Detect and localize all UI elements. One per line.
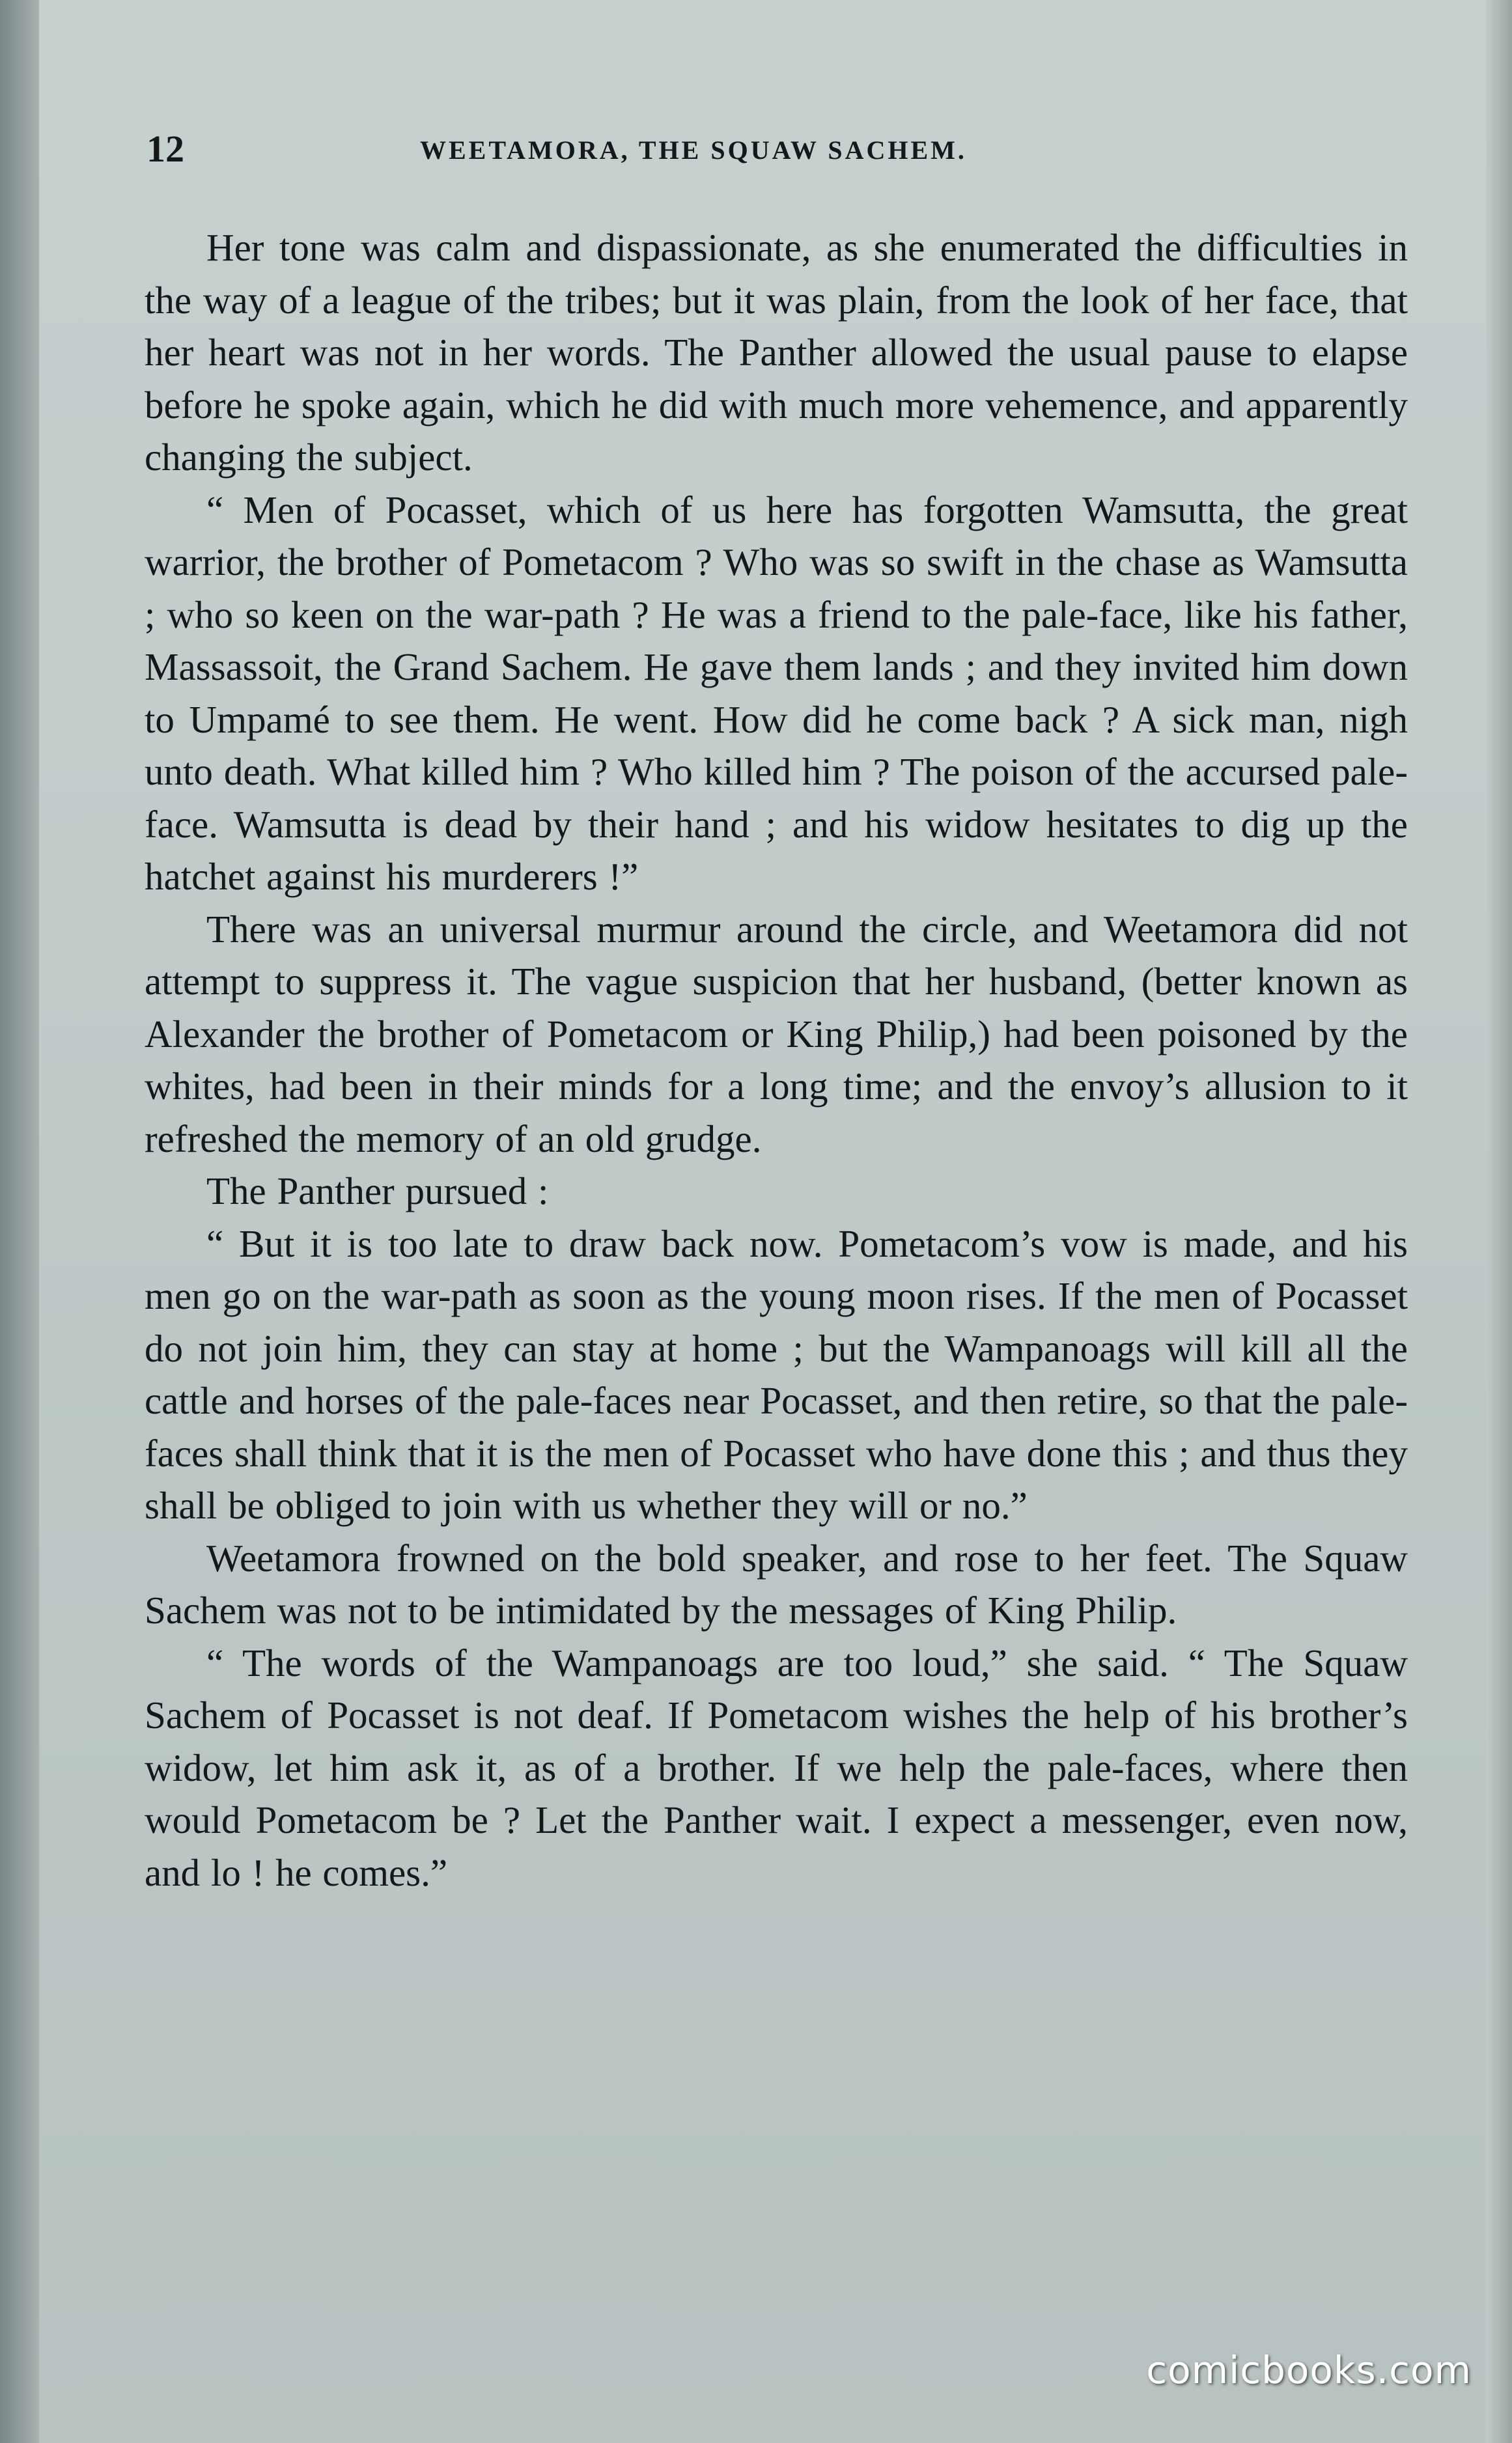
body-text bbox=[145, 221, 1408, 1899]
paragraph: “ But it is too late to draw back now. Pometacom’s vow is made, and his men go on the war-path as soon as the young moon rises. If the men of Pocasset do not join him, they can stay at home ; but the Wampanoags will kill all the cattle and horses of the pale-faces near Pocasset, and then retire, so that the pale-faces shall think that it is the men of Pocasset who have done this ; and thus they shall be obliged to join with us whether they will or no.” bbox=[145, 1222, 1408, 1527]
paragraph: Weetamora frowned on the bold speaker, and rose to her feet. The Squaw Sachem was not to be intimidated by the messages of King Philip. bbox=[145, 1536, 1408, 1632]
page-number: 12 bbox=[147, 128, 184, 170]
paragraph: “ The words of the Wampanoags are too loud,” she said. “ The Squaw Sachem of Pocasset is not deaf. If Pometacom wishes the help of his brother’s widow, let him ask it, as of a brother. If we help the pale-faces, where then would Pometacom be ? Let the Panther wait. I expect a messenger, even now, and lo ! he comes.” bbox=[145, 1641, 1408, 1894]
running-head: WEETAMORA, THE SQUAW SACHEM. bbox=[420, 135, 967, 165]
watermark: comicbooks.com bbox=[1146, 2348, 1472, 2392]
paragraph: Her tone was calm and dispassionate, as she enumerated the difficulties in the way of a league of the tribes; but it was plain, from the look of her face, that her heart was not in her words. The Panther allowed the usual pause to elapse before he spoke again, which he did with much more vehemence, and apparently changing the subject. bbox=[145, 226, 1408, 479]
paragraph: “ Men of Pocasset, which of us here has forgotten Wamsutta, the great warrior, the brother of Pometacom ? Who was so swift in the chase as Wamsutta ; who so keen on the war-path ? He was a friend to the pale-face, like his father, Massassoit, the Grand Sachem. He gave them lands ; and they invited him down to Umpamé to see them. He went. How did he come back ? A sick man, nigh unto death. What killed him ? Who killed him ? The poison of the accursed pale-face. Wamsutta is dead by their hand ; and his widow hesitates to dig up the hatchet against his murderers !” bbox=[145, 488, 1408, 898]
page-edge-right bbox=[1486, 0, 1512, 2443]
page-edge-left bbox=[0, 0, 39, 2443]
paragraph: There was an universal murmur around the circle, and Weetamora did not attempt to suppress it. The vague suspicion that her husband, (better known as Alexander the brother of Pometacom or King Philip,) had been poisoned by the whites, had been in their minds for a long time; and the envoy’s allusion to it refreshed the memory of an old grudge. bbox=[145, 907, 1408, 1160]
page-header bbox=[147, 127, 1397, 173]
paragraph: The Panther pursued : bbox=[206, 1169, 549, 1212]
